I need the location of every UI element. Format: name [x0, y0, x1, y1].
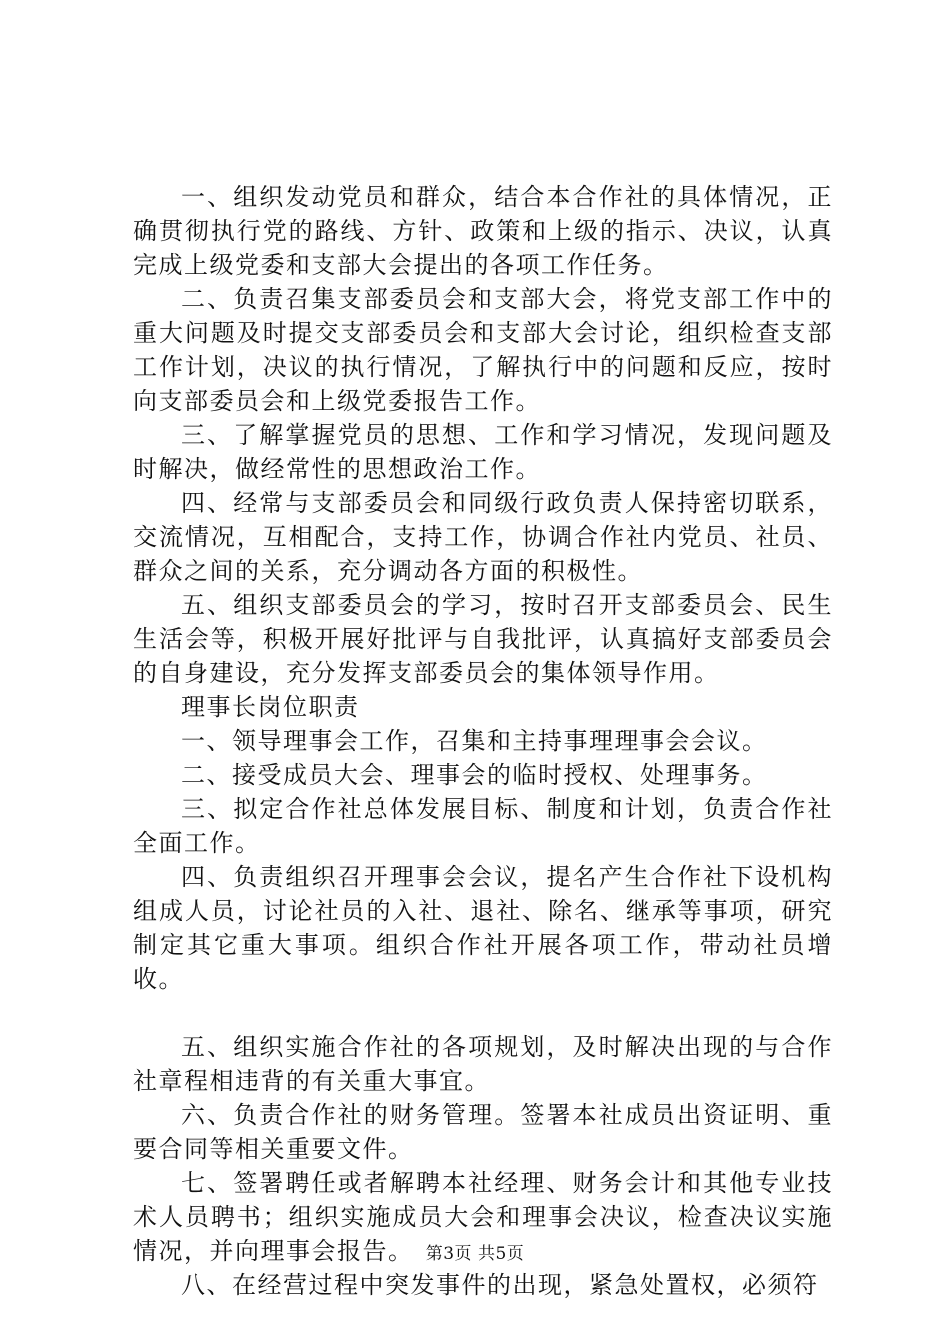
paragraph: 七、签署聘任或者解聘本社经理、财务会计和其他专业技术人员聘书；组织实施成员大会和理事会决议，检查决议实施情况，并向理事会报告。 [133, 1169, 833, 1265]
document-body [133, 180, 833, 1302]
paragraph: 四、经常与支部委员会和同级行政负责人保持密切联系，交流情况，互相配合，支持工作，协调合作社内党员、社员、群众之间的关系，充分调动各方面的积极性。 [133, 489, 833, 585]
paragraph: 二、负责召集支部委员会和支部大会，将党支部工作中的重大问题及时提交支部委员会和支部大会讨论，组织检查支部工作计划，决议的执行情况，了解执行中的问题和反应，按时向支部委员会和上级党委报告工作。 [133, 285, 833, 415]
section-heading: 理事长岗位职责 [181, 693, 360, 721]
page-number-footer: 第3页 共5页 [425, 1244, 525, 1264]
paragraph: 一、领导理事会工作，召集和主持事理理事会会议。 [181, 727, 768, 755]
paragraph: 五、组织支部委员会的学习，按时召开支部委员会、民生生活会等，积极开展好批评与自我批评，认真搞好支部委员会的自身建设，充分发挥支部委员会的集体领导作用。 [133, 591, 833, 687]
paragraph: 一、组织发动党员和群众，结合本合作社的具体情况，正确贯彻执行党的路线、方针、政策和上级的指示、决议，认真完成上级党委和支部大会提出的各项工作任务。 [133, 183, 833, 279]
paragraph: 五、组织实施合作社的各项规划，及时解决出现的与合作社章程相违背的有关重大事宜。 [133, 1033, 833, 1095]
paragraph: 八、在经营过程中突发事件的出现，紧急处置权，必须符 [181, 1271, 819, 1299]
paragraph: 四、负责组织召开理事会会议，提名产生合作社下设机构组成人员，讨论社员的入社、退社、除名、继承等事项，研究制定其它重大事项。组织合作社开展各项工作，带动社员增收。 [133, 863, 833, 993]
paragraph: 二、接受成员大会、理事会的临时授权、处理事务。 [181, 761, 768, 789]
paragraph: 三、拟定合作社总体发展目标、制度和计划，负责合作社全面工作。 [133, 795, 833, 857]
paragraph: 三、了解掌握党员的思想、工作和学习情况，发现问题及时解决，做经常性的思想政治工作。 [133, 421, 833, 483]
paragraph-gap [133, 996, 833, 1030]
paragraph: 六、负责合作社的财务管理。签署本社成员出资证明、重要合同等相关重要文件。 [133, 1101, 833, 1163]
